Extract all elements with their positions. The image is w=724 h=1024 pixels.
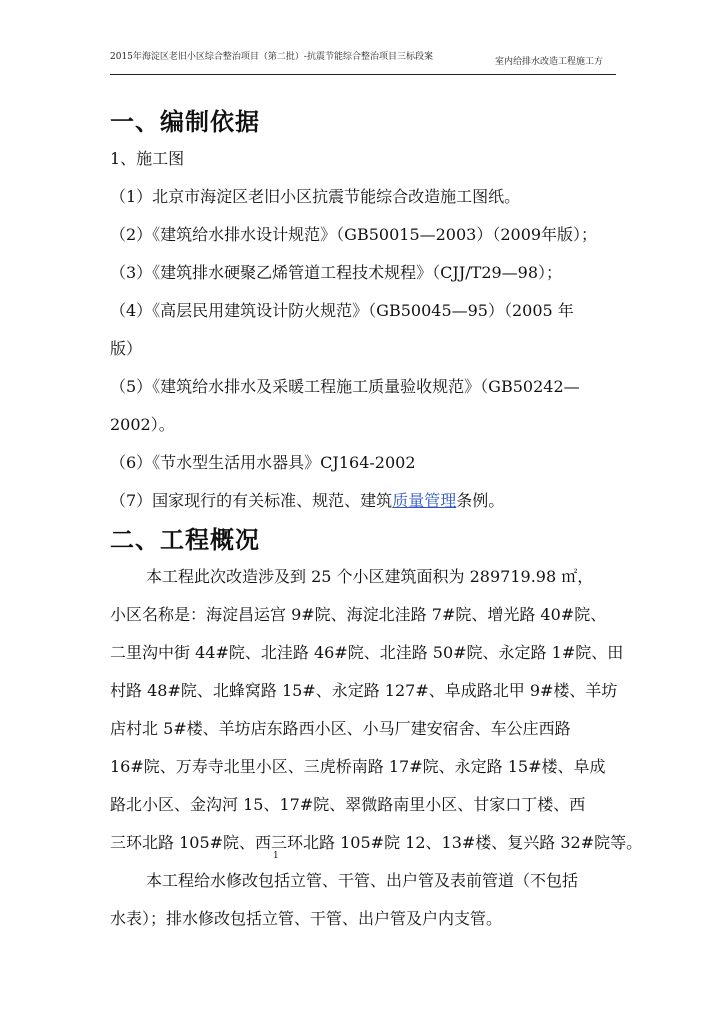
quality-management-link[interactable]: 质量管理 — [392, 491, 457, 510]
overview-line-1: 本工程此次改造涉及到 25 个小区建筑面积为 289719.98 ㎡， — [146, 567, 594, 586]
page-number: 1 — [273, 851, 279, 861]
basis-item-7 — [110, 488, 504, 511]
overview-line-5: 店村北 5#楼、羊坊店东路西小区、小马厂建安宿舍、车公庄西路 — [110, 719, 571, 738]
overview-line-6: 16#院、万寿寺北里小区、三虎桥南路 17#院、永定路 15#楼、阜成 — [110, 757, 606, 776]
basis-item-4-cont: 版） — [110, 339, 143, 358]
overview-line-3: 二里沟中街 44#院、北洼路 46#院、北洼路 50#院、永定路 1#院、田 — [110, 643, 624, 662]
basis-item-7-prefix: （7）国家现行的有关标准、规范、建筑 — [110, 491, 393, 510]
header-left-text: 2015年海淀区老旧小区综合整治项目（第二批）-抗震节能综合整治项目三标段案 — [110, 52, 433, 62]
overview-line-8: 三环北路 105#院、西三环北路 105#院 12、13#楼、复兴路 32#院等。 — [110, 833, 643, 852]
section-2-title: 二、工程概况 — [110, 525, 260, 554]
overview-line-4: 村路 48#院、北蜂窝路 15#、永定路 127#、阜成路北甲 9#楼、羊坊 — [110, 681, 618, 700]
overview-line-2: 小区名称是：海淀昌运宫 9#院、海淀北洼路 7#院、增光路 40#院、 — [110, 605, 607, 624]
section-1-subtitle: 1、施工图 — [110, 149, 185, 168]
basis-item-3: （3）《建筑排水硬聚乙烯管道工程技术规程》（CJJ/T29—98）； — [110, 263, 563, 282]
overview-line-7: 路北小区、金沟河 15、17#院、翠微路南里小区、甘家口丁楼、西 — [110, 795, 586, 814]
basis-item-5-cont: 2002）。 — [110, 415, 175, 434]
basis-item-1: （1）北京市海淀区老旧小区抗震节能综合改造施工图纸。 — [110, 187, 521, 206]
basis-item-6: （6）《节水型生活用水器具》CJ164-2002 — [110, 453, 416, 472]
header-divider — [110, 74, 616, 75]
scope-line-2: 水表）；排水修改包括立管、干管、出户管及户内支管。 — [110, 909, 503, 928]
basis-item-2: （2）《建筑给水排水设计规范》（GB50015—2003）（2009年版）； — [110, 225, 598, 244]
header-right-text: 室内给排水改造工程施工方 — [495, 57, 604, 67]
basis-item-5: （5）《建筑给水排水及采暖工程施工质量验收规范》（GB50242— — [110, 377, 580, 396]
basis-item-4: （4）《高层民用建筑设计防火规范》（GB50045—95）（2005 年 — [110, 301, 574, 320]
basis-item-7-suffix: 条例。 — [456, 491, 505, 510]
section-1-title: 一、编制依据 — [110, 107, 260, 136]
scope-line-1: 本工程给水修改包括立管、干管、出户管及表前管道（不包括 — [146, 871, 579, 890]
